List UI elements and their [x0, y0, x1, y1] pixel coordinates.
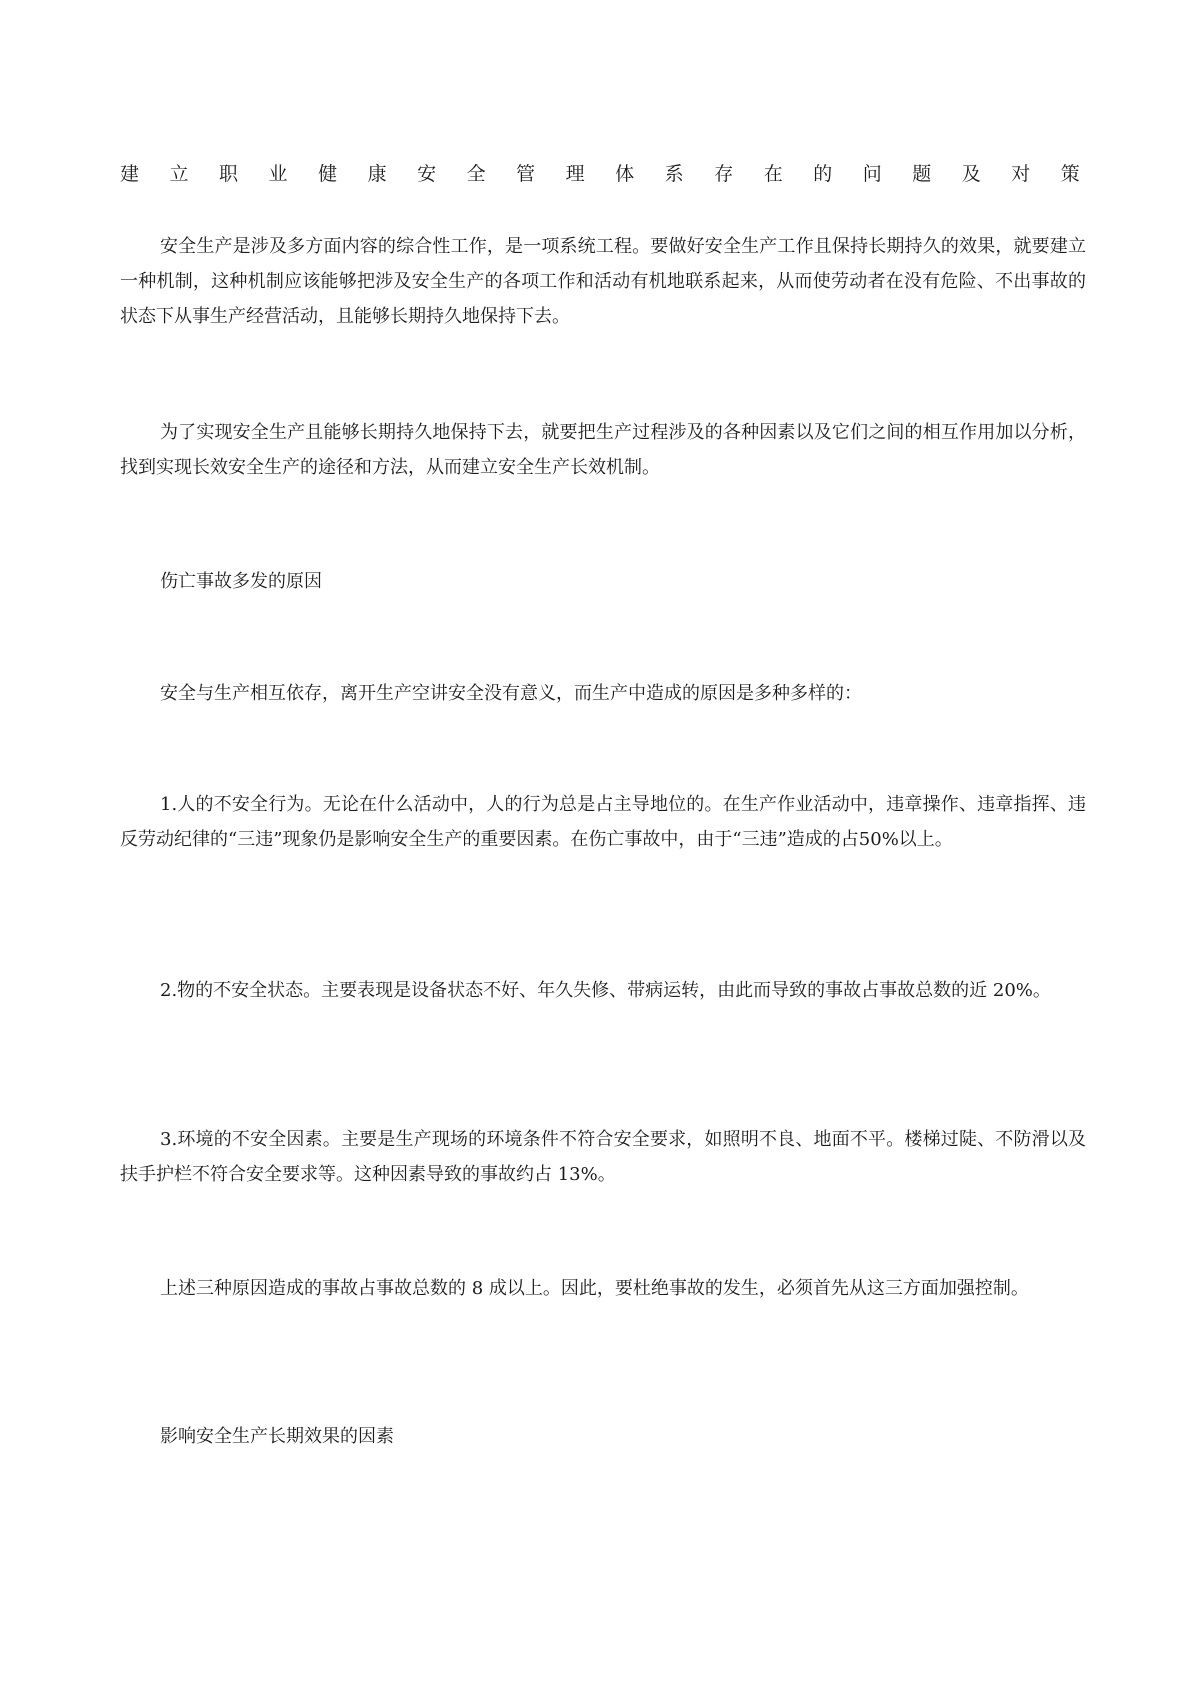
section-heading-factors: 影响安全生产长期效果的因素	[160, 1426, 394, 1447]
title-char: 问	[862, 163, 882, 185]
title-char: 理	[565, 163, 585, 185]
title-char: 全	[466, 163, 486, 185]
title-char: 策	[1060, 163, 1080, 185]
title-char: 康	[367, 163, 387, 185]
section-heading-causes: 伤亡事故多发的原因	[160, 571, 322, 592]
title-char: 体	[615, 163, 635, 185]
title-char: 管	[516, 163, 536, 185]
intro-paragraph: 安全生产是涉及多方面内容的综合性工作，是一项系统工程。要做好安全生产工作且保持长期持久的效果，就要建立一种机制，这种机制应该能够把涉及安全生产的各项工作和活动有机地联系起来，从而使劳动者在没有危险、不出事故的状态下从事生产经营活动，且能够长期持久地保持下去。	[120, 236, 1086, 327]
summary-paragraph: 上述三种原因造成的事故占事故总数的 8 成以上。因此，要杜绝事故的发生，必须首先从这三方面加强控制。	[160, 1278, 1029, 1299]
title-char: 存	[714, 163, 734, 185]
title-char: 系	[664, 163, 684, 185]
title-char: 及	[961, 163, 981, 185]
title-char: 的	[813, 163, 833, 185]
title-char: 对	[1011, 163, 1031, 185]
title-char: 题	[912, 163, 932, 185]
title-char: 在	[763, 163, 783, 185]
cause-item-equipment: 2.物的不安全状态。主要表现是设备状态不好、年久失修、带病运转，由此而导致的事故占事故总数的近 20%。	[160, 980, 1051, 1001]
mechanism-paragraph: 为了实现安全生产且能够长期持久地保持下去，就要把生产过程涉及的各种因素以及它们之间的相互作用加以分析，找到实现长效安全生产的途径和方法，从而建立安全生产长效机制。	[120, 422, 1086, 478]
title-char: 建	[120, 163, 140, 185]
cause-item-human: 1.人的不安全行为。无论在什么活动中，人的行为总是占主导地位的。在生产作业活动中，违章操作、违章指挥、违反劳动纪律的“三违”现象仍是影响安全生产的重要因素。在伤亡事故中，由于“三违”造成的占50%以上。	[120, 794, 1086, 850]
title-char: 职	[219, 163, 239, 185]
title-char: 健	[318, 163, 338, 185]
causes-intro-paragraph: 安全与生产相互依存，离开生产空讲安全没有意义，而生产中造成的原因是多种多样的：	[160, 683, 862, 704]
title-char: 业	[268, 163, 288, 185]
title-char: 安	[417, 163, 437, 185]
title-char: 立	[169, 163, 189, 185]
document-title	[120, 161, 1080, 187]
cause-item-environment: 3.环境的不安全因素。主要是生产现场的环境条件不符合安全要求，如照明不良、地面不平。楼梯过陡、不防滑以及扶手护栏不符合安全要求等。这种因素导致的事故约占 13%。	[120, 1129, 1086, 1185]
